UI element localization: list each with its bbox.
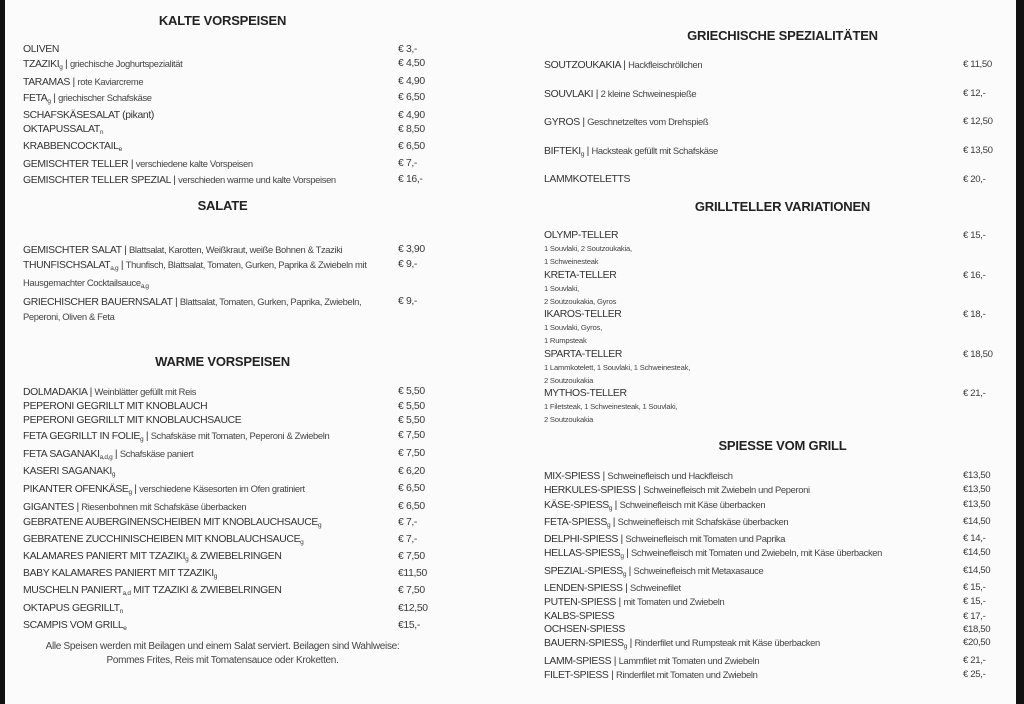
menu-item — [23, 482, 425, 500]
menu-item-text: $THUNFISCHSALAT_{a,g}$ | Thunfisch, Blattsalat, Tomaten, Gurken, Paprika & Zwiebeln mit Hausgemachter Cocktailsauce$_{a,g}$ — [23, 259, 367, 291]
menu-item-text: LENDEN-SPIESS | Schweinefilet — [544, 582, 681, 595]
item-price: € 14,- — [963, 533, 986, 545]
item-description: Schweinefleisch mit Käse überbacken — [619, 498, 766, 510]
menu-item-text — [23, 414, 391, 428]
item-name: SOUVLAKI — [544, 88, 594, 100]
menu-item — [23, 258, 418, 294]
menu-item — [23, 429, 425, 447]
warme-vorspeisen-list — [23, 385, 428, 636]
item-name: MYTHOS-TELLER — [544, 388, 627, 400]
menu-item — [23, 243, 425, 258]
item-description: Schweinefleisch mit Schafskäse überbacken — [617, 515, 789, 527]
item-description: Schweinefleisch mit Tomaten und Zwiebeln, mit Käse überbacken — [631, 547, 883, 559]
item-price: € 5,50 — [398, 401, 425, 413]
item-price: € 7,- — [398, 158, 418, 170]
item-name-suffix: MIT TZAZIKI & ZWIEBELRINGEN — [130, 585, 282, 597]
allergen-codes: a,d,g — [99, 453, 113, 461]
heading-griechische-spezialitaeten: GRIECHISCHE SPEZIALITÄTEN — [687, 28, 878, 43]
menu-item-text — [23, 109, 391, 123]
item-price: € 7,- — [398, 533, 418, 545]
spezialitaeten-list — [544, 58, 993, 201]
item-name: BAUERN-SPIESS — [544, 638, 624, 650]
item-name: KRETA-TELLER — [544, 269, 617, 281]
menu-item — [544, 595, 986, 609]
item-price: € 15,- — [963, 596, 986, 608]
menu-item-text: GRIECHISCHER BAUERNSALAT | Blattsalat, Tomaten, Gurken, Paprika, Zwiebeln, Peperoni, Oliven & Feta — [23, 295, 362, 322]
menu-item — [23, 57, 425, 75]
menu-item-text: $FETA_g$ | griechischer Schafskäse — [23, 91, 152, 105]
item-name: SPEZIAL-SPIESS — [544, 565, 623, 577]
item-price: € 6,50 — [398, 91, 425, 103]
item-description: griechischer Schafskäse — [58, 91, 152, 103]
menu-item — [544, 269, 986, 309]
menu-item-text — [23, 550, 391, 567]
item-name: LENDEN-SPIESS — [544, 583, 623, 595]
menu-item-text — [544, 173, 949, 187]
menu-item-text: MIX-SPIESS | Schweinefleisch und Hackfleisch — [544, 470, 733, 482]
item-contents: 1 Lammkotelett, 1 Souvlaki, 1 Schweinesteak, — [544, 362, 691, 372]
item-price: € 16,- — [963, 269, 986, 281]
heading-grillteller: GRILLTELLER VARIATIONEN — [694, 199, 871, 214]
item-price: € 11,50 — [963, 59, 992, 70]
menu-item-text — [23, 567, 391, 584]
menu-item-text — [23, 619, 391, 636]
item-name: FETA SAGANAKI — [23, 448, 100, 460]
item-name: GRIECHISCHER BAUERNSALAT — [23, 296, 173, 308]
menu-item-text: HERKULES-SPIESS | Schweinefleisch mit Zwiebeln und Peperoni — [544, 484, 810, 497]
item-name: KÄSE-SPIESS — [544, 499, 609, 511]
item-price: € 4,90 — [398, 76, 425, 88]
item-description: Schweinefleisch mit Metaxasauce — [633, 564, 764, 576]
menu-item-text: BAUERN-$SPIESS_g$ | Rinderfilet und Rumpsteak mit Käse überbacken — [544, 637, 820, 651]
allergen-codes: e — [118, 146, 122, 154]
item-price: € 3,- — [398, 44, 418, 55]
item-name: DELPHI-SPIESS — [544, 534, 618, 546]
item-contents: 1 Filetsteak, 1 Schweinesteak, 1 Souvlaki, — [544, 402, 678, 412]
item-price: € 3,90 — [398, 244, 425, 255]
item-name: PEPERONI GEGRILLT MIT KNOBLAUCHSAUCE — [23, 415, 242, 427]
menu-item-text — [23, 43, 391, 57]
item-price: € 9,- — [398, 259, 418, 271]
menu-item-text — [544, 387, 949, 426]
item-name: GYROS — [544, 117, 580, 129]
item-price: € 9,- — [398, 295, 418, 307]
item-description: Schafskäse paniert — [119, 447, 194, 459]
item-name: KALAMARES PANIERT MIT TZAZIKI — [23, 551, 186, 563]
item-description: rote Kaviarcreme — [77, 76, 144, 88]
allergen-codes: g — [620, 553, 624, 561]
item-price: €11,50 — [398, 568, 427, 580]
item-price: €14,50 — [963, 547, 991, 559]
menu-item-text: DELPHI-SPIESS | Schweinefleisch mit Tomaten und Paprika — [544, 533, 786, 546]
item-name: GEBRATENE AUBERGINENSCHEIBEN MIT KNOBLAUCHSAUCE — [23, 516, 318, 528]
item-description: 2 kleine Schweinespieße — [600, 87, 697, 99]
item-contents: 2 Soutzoukakia — [544, 415, 594, 425]
item-description: griechische Joghurtspezialität — [69, 58, 183, 70]
right-border — [1016, 0, 1024, 704]
item-name: OKTAPUS GEGRILLT — [23, 602, 120, 614]
menu-item-text: SPEZIAL-$SPIESS_g$ | Schweinefleisch mit Metaxasauce — [544, 564, 764, 578]
item-name: BIFTEKI — [544, 146, 581, 158]
allergen-codes: a,d — [122, 590, 131, 598]
menu-item — [23, 140, 425, 157]
menu-item — [544, 668, 986, 682]
item-name: MUSCHELN PANIERT — [23, 585, 123, 597]
item-description: Rinderfilet mit Tomaten und Zwiebeln — [615, 668, 758, 680]
item-price: € 4,90 — [398, 109, 425, 121]
item-price: € 5,50 — [398, 415, 425, 427]
menu-item-text: SOUVLAKI | 2 kleine Schweinespieße — [544, 87, 697, 100]
item-description: verschieden warme und kalte Vorspeisen — [178, 173, 336, 185]
allergen-codes: g — [300, 538, 304, 546]
menu-item-text: FILET-SPIESS | Rinderfilet mit Tomaten und Zwiebeln — [544, 668, 758, 681]
item-price: € 6,20 — [398, 466, 425, 478]
allergen-codes: g — [185, 556, 189, 564]
spiesse-list — [544, 469, 991, 682]
item-name: SOUTZOUKAKIA — [544, 60, 621, 71]
allergen-codes: g — [622, 570, 627, 578]
menu-item — [23, 109, 425, 123]
heading-spiesse: SPIESSE VOM GRILL — [718, 438, 847, 453]
item-price: € 18,50 — [963, 348, 993, 360]
item-name: OLIVEN — [23, 44, 60, 55]
menu-item — [23, 173, 423, 188]
item-price: € 18,- — [963, 309, 986, 321]
menu-item-text — [23, 584, 391, 601]
menu-item — [544, 173, 986, 202]
item-description: Rinderfilet und Rumpsteak mit Käse überbacken — [634, 637, 820, 649]
menu-item — [544, 348, 993, 388]
item-name: FETA GEGRILLT IN FOLIE — [23, 430, 141, 442]
item-description: Thunfisch, Blattsalat, Tomaten, Gurken, Paprika & Zwiebeln mit Hausgemachter Cocktailsauce — [23, 259, 367, 289]
item-description: Schweinefleisch mit Tomaten und Paprika — [625, 533, 786, 545]
menu-item — [544, 498, 991, 515]
menu-item-text: PUTEN-SPIESS | mit Tomaten und Zwiebeln — [544, 596, 725, 609]
menu-item-text: HELLAS-$SPIESS_g$ | Schweinefleisch mit Tomaten und Zwiebeln, mit Käse überbacken — [544, 547, 883, 561]
item-description: Schafskäse mit Tomaten, Peperoni & Zwiebeln — [150, 429, 330, 441]
allergen-codes: g — [623, 643, 628, 651]
menu-item-text — [544, 348, 949, 387]
menu-item — [544, 610, 986, 623]
menu-item — [544, 654, 986, 668]
menu-item-text: DOLMADAKIA | Weinblätter gefüllt mit Reis — [23, 386, 197, 398]
item-price: € 15,- — [963, 582, 986, 594]
menu-item — [23, 123, 425, 140]
menu-item — [544, 87, 986, 116]
menu-item — [544, 387, 986, 427]
heading-salate: SALATE — [197, 198, 248, 213]
menu-item — [23, 567, 427, 584]
item-price: €20,50 — [963, 637, 991, 649]
item-name: TARAMAS — [23, 77, 71, 89]
item-name: GEMISCHTER SALAT — [23, 245, 122, 256]
menu-item — [544, 144, 993, 173]
left-border — [0, 0, 5, 704]
item-name: GIGANTES — [23, 502, 74, 514]
menu-item-text — [23, 123, 391, 140]
menu-item — [23, 602, 428, 619]
item-price: € 21,- — [963, 654, 986, 666]
item-price: € 5,50 — [398, 386, 425, 397]
item-price: € 21,- — [963, 388, 986, 400]
menu-item — [544, 564, 991, 581]
item-name: SCHAFSKÄSESALAT (pikant) — [23, 109, 154, 121]
menu-item — [23, 500, 425, 515]
item-description: verschiedene Käsesorten im Ofen gratiniert — [139, 483, 305, 495]
menu-item — [544, 229, 986, 269]
menu-item — [23, 400, 425, 414]
item-contents: 2 Soutzoukakia, Gyros — [544, 296, 617, 306]
menu-item — [23, 619, 420, 636]
menu-item — [23, 91, 425, 109]
menu-item-text: PIKANTER $OFENKÄSE_g$ | verschiedene Käsesorten im Ofen gratiniert — [23, 483, 305, 497]
menu-item-text: FETA-$SPIESS_g$ | Schweinefleisch mit Schafskäse überbacken — [544, 515, 789, 529]
allergen-codes: e — [123, 624, 127, 632]
allergen-codes: n — [99, 129, 104, 137]
item-contents: 1 Schweinesteak — [544, 257, 599, 266]
item-contents: 1 Souvlaki, 2 Soutzoukakia, — [544, 244, 632, 253]
item-contents: 2 Soutzoukakia — [544, 375, 594, 385]
menu-item-text — [544, 229, 949, 268]
item-price: €12,50 — [398, 602, 428, 614]
item-name: GEBRATENE ZUCCHINISCHEIBEN MIT KNOBLAUCHSAUCE — [23, 533, 301, 545]
item-price: € 7,50 — [398, 551, 425, 563]
item-price: € 6,50 — [398, 501, 425, 513]
menu-item-text: GEMISCHTER TELLER | verschiedene kalte Vorspeisen — [23, 158, 253, 171]
item-contents: 1 Rumpsteak — [544, 336, 587, 346]
allergen-codes: g — [606, 521, 611, 529]
menu-item — [23, 550, 425, 567]
item-price: € 20,- — [963, 173, 986, 185]
menu-item-text: FETA $SAGANAKI_{a,d,g}$ | Schafskäse paniert — [23, 447, 194, 461]
item-price: €14,50 — [963, 515, 991, 527]
allergen-codes: g — [580, 151, 585, 159]
allergen-codes: a,g — [110, 265, 119, 273]
menu-item — [544, 623, 991, 636]
item-price: €13,50 — [963, 484, 991, 496]
menu-item — [23, 43, 418, 57]
allergen-codes: g — [47, 97, 51, 105]
item-name: KALBS-SPIESS — [544, 610, 615, 622]
item-name: DOLMADAKIA — [23, 387, 88, 398]
salate-list — [23, 243, 425, 325]
item-name: KRABBENCOCKTAIL — [23, 141, 119, 153]
item-description: mit Tomaten und Zwiebeln — [623, 596, 725, 608]
item-name: HERKULES-SPIESS — [544, 485, 636, 497]
allergen-codes: g — [128, 489, 132, 497]
menu-item — [23, 295, 418, 325]
item-name: OKTAPUSSALAT — [23, 124, 100, 136]
menu-item-text: GYROS | Geschnetzeltes vom Drehspieß — [544, 116, 709, 129]
menu-item-text — [23, 533, 391, 550]
item-description: Schweinefleisch und Hackfleisch — [607, 470, 733, 481]
menu-item-text — [23, 400, 391, 414]
menu-item-text: GEMISCHTER TELLER SPEZIAL | verschieden warme und kalte Vorspeisen — [23, 173, 336, 186]
menu-item-text: GIGANTES | Riesenbohnen mit Schafskäse überbacken — [23, 501, 247, 514]
item-name: SCAMPIS VOM GRILL — [23, 619, 124, 631]
menu-item — [544, 483, 991, 497]
item-description: Blattsalat, Tomaten, Gurken, Paprika, Zwiebeln, Peperoni, Oliven & Feta — [23, 295, 362, 322]
menu-item — [544, 469, 991, 483]
menu-item — [544, 532, 986, 546]
item-price: € 7,50 — [398, 585, 425, 597]
item-name: KASERI SAGANAKI — [23, 466, 112, 478]
item-contents: 1 Souvlaki, — [544, 283, 579, 293]
menu-item-text: TARAMAS | rote Kaviarcreme — [23, 76, 144, 89]
item-name: THUNFISCHSALAT — [23, 260, 111, 272]
menu-item-text — [23, 516, 391, 533]
menu-item — [23, 584, 425, 601]
menu-item — [23, 447, 425, 465]
item-name: LAMMKOTELETTS — [544, 173, 631, 185]
item-name: PEPERONI GEGRILLT MIT KNOBLAUCH — [23, 401, 208, 413]
item-price: € 7,- — [398, 516, 418, 528]
item-price: € 25,- — [963, 668, 986, 680]
item-price: €18,50 — [963, 623, 991, 635]
allergen-codes: g — [59, 64, 63, 72]
item-price: € 7,50 — [398, 429, 425, 441]
kalte-vorspeisen-list — [23, 43, 425, 188]
allergen-codes: n — [119, 607, 124, 615]
menu-item-text — [23, 602, 391, 619]
menu-item-text — [23, 140, 391, 157]
menu-item — [544, 58, 992, 87]
menu-item — [544, 546, 991, 563]
menu-item-text: KÄSE-$SPIESS_g$ | Schweinefleisch mit Käse überbacken — [544, 498, 766, 512]
item-price: €14,50 — [963, 564, 991, 576]
item-description: Riesenbohnen mit Schafskäse überbacken — [81, 501, 247, 513]
item-price: € 16,- — [398, 173, 423, 185]
item-description: Blattsalat, Karotten, Weißkraut, weiße Bohnen & Tzaziki — [128, 244, 343, 255]
menu-item-text — [544, 610, 949, 623]
allergen-codes: g — [140, 435, 144, 443]
menu-item — [544, 308, 986, 348]
item-price: € 6,50 — [398, 141, 425, 153]
menu-item — [23, 157, 418, 172]
item-name: TZAZIKI — [23, 59, 60, 71]
item-name: MIX-SPIESS — [544, 471, 600, 482]
menu-item — [23, 385, 425, 400]
item-price: €13,50 — [963, 470, 991, 481]
menu-item — [23, 75, 425, 90]
allergen-codes: a,g — [140, 283, 149, 291]
item-name: FILET-SPIESS — [544, 669, 609, 681]
menu-item-text: $TZAZIKI_g$ | griechische Joghurtspezialität — [23, 58, 183, 72]
item-description: Schweinefilet — [630, 582, 681, 594]
item-price: €15,- — [398, 619, 420, 631]
heading-warme-vorspeisen: WARME VORSPEISEN — [155, 354, 290, 369]
menu-item-text: FETA GEGRILLT IN $FOLIE_g$ | Schafskäse mit Tomaten, Peperoni & Zwiebeln — [23, 429, 330, 443]
menu-item-text — [23, 465, 391, 482]
item-price: € 7,50 — [398, 447, 425, 459]
item-description: Schweinefleisch mit Zwiebeln und Peperoni — [643, 484, 810, 496]
allergen-codes: g — [111, 471, 116, 479]
allergen-codes: g — [608, 504, 613, 512]
item-name: BABY KALAMARES PANIERT MIT TZAZIKI — [23, 568, 214, 580]
item-name: OLYMP-TELLER — [544, 230, 619, 241]
item-name: PIKANTER OFENKÄSE — [23, 484, 129, 496]
menu-item-text — [544, 308, 949, 347]
menu-item — [23, 414, 425, 428]
item-name-suffix: & ZWIEBELRINGEN — [188, 551, 282, 563]
item-name: GEMISCHTER TELLER SPEZIAL — [23, 174, 171, 186]
item-description: Hacksteak gefüllt mit Schafskäse — [591, 145, 718, 157]
menu-item — [544, 636, 991, 653]
item-price: € 13,50 — [963, 145, 993, 157]
item-name: FETA — [23, 92, 48, 104]
item-name: LAMM-SPIESS — [544, 655, 612, 667]
menu-item — [23, 465, 425, 482]
item-price: €13,50 — [963, 498, 991, 510]
item-name: FETA-SPIESS — [544, 516, 607, 528]
footer-note: Alle Speisen werden mit Beilagen und einem Salat serviert. Beilagen sind Wahlweise: Pommes Frites, Reis mit Tomatensauce oder Kroketten. — [45, 641, 400, 666]
item-price: € 12,- — [963, 87, 986, 99]
heading-kalte-vorspeisen: KALTE VORSPEISEN — [158, 13, 287, 28]
allergen-codes: g — [213, 573, 218, 581]
item-name: SPARTA-TELLER — [544, 348, 623, 360]
item-name: HELLAS-SPIESS — [544, 548, 621, 560]
item-description: Weinblätter gefüllt mit Reis — [94, 386, 197, 397]
item-price: € 12,50 — [963, 116, 993, 128]
item-name: GEMISCHTER TELLER — [23, 159, 129, 171]
menu-item-text: $BIFTEKI_g$ | Hacksteak gefüllt mit Schafskäse — [544, 145, 718, 159]
item-price: € 15,- — [963, 230, 986, 241]
menu-item-text: GEMISCHTER SALAT | Blattsalat, Karotten, Weißkraut, weiße Bohnen & Tzaziki — [23, 244, 343, 256]
menu-item — [23, 533, 418, 550]
item-price: € 17,- — [963, 610, 986, 622]
item-price: € 8,50 — [398, 124, 425, 136]
allergen-codes: g — [317, 521, 322, 529]
menu-item — [544, 581, 986, 595]
item-name: IKAROS-TELLER — [544, 309, 622, 321]
item-description: verschiedene kalte Vorspeisen — [135, 158, 253, 170]
item-description: Hackfleischröllchen — [628, 59, 703, 70]
menu-item — [544, 115, 993, 144]
menu-item-text — [544, 269, 949, 308]
menu-item-text: LAMM-SPIESS | Lammfilet mit Tomaten und Zwiebeln — [544, 654, 760, 667]
menu-item — [544, 515, 991, 532]
item-price: € 4,50 — [398, 58, 425, 70]
item-price: € 6,50 — [398, 483, 425, 495]
item-name: PUTEN-SPIESS — [544, 597, 617, 609]
item-name: OCHSEN-SPIESS — [544, 623, 625, 635]
grillteller-list — [544, 229, 993, 427]
item-contents: 1 Souvlaki, Gyros, — [544, 323, 603, 333]
menu-item-text: SOUTZOUKAKIA | Hackfleischröllchen — [544, 59, 703, 71]
menu-item-text — [544, 623, 949, 636]
item-description: Geschnetzeltes vom Drehspieß — [587, 116, 709, 128]
menu-item — [23, 516, 418, 533]
item-description: Lammfilet mit Tomaten und Zwiebeln — [618, 654, 760, 666]
